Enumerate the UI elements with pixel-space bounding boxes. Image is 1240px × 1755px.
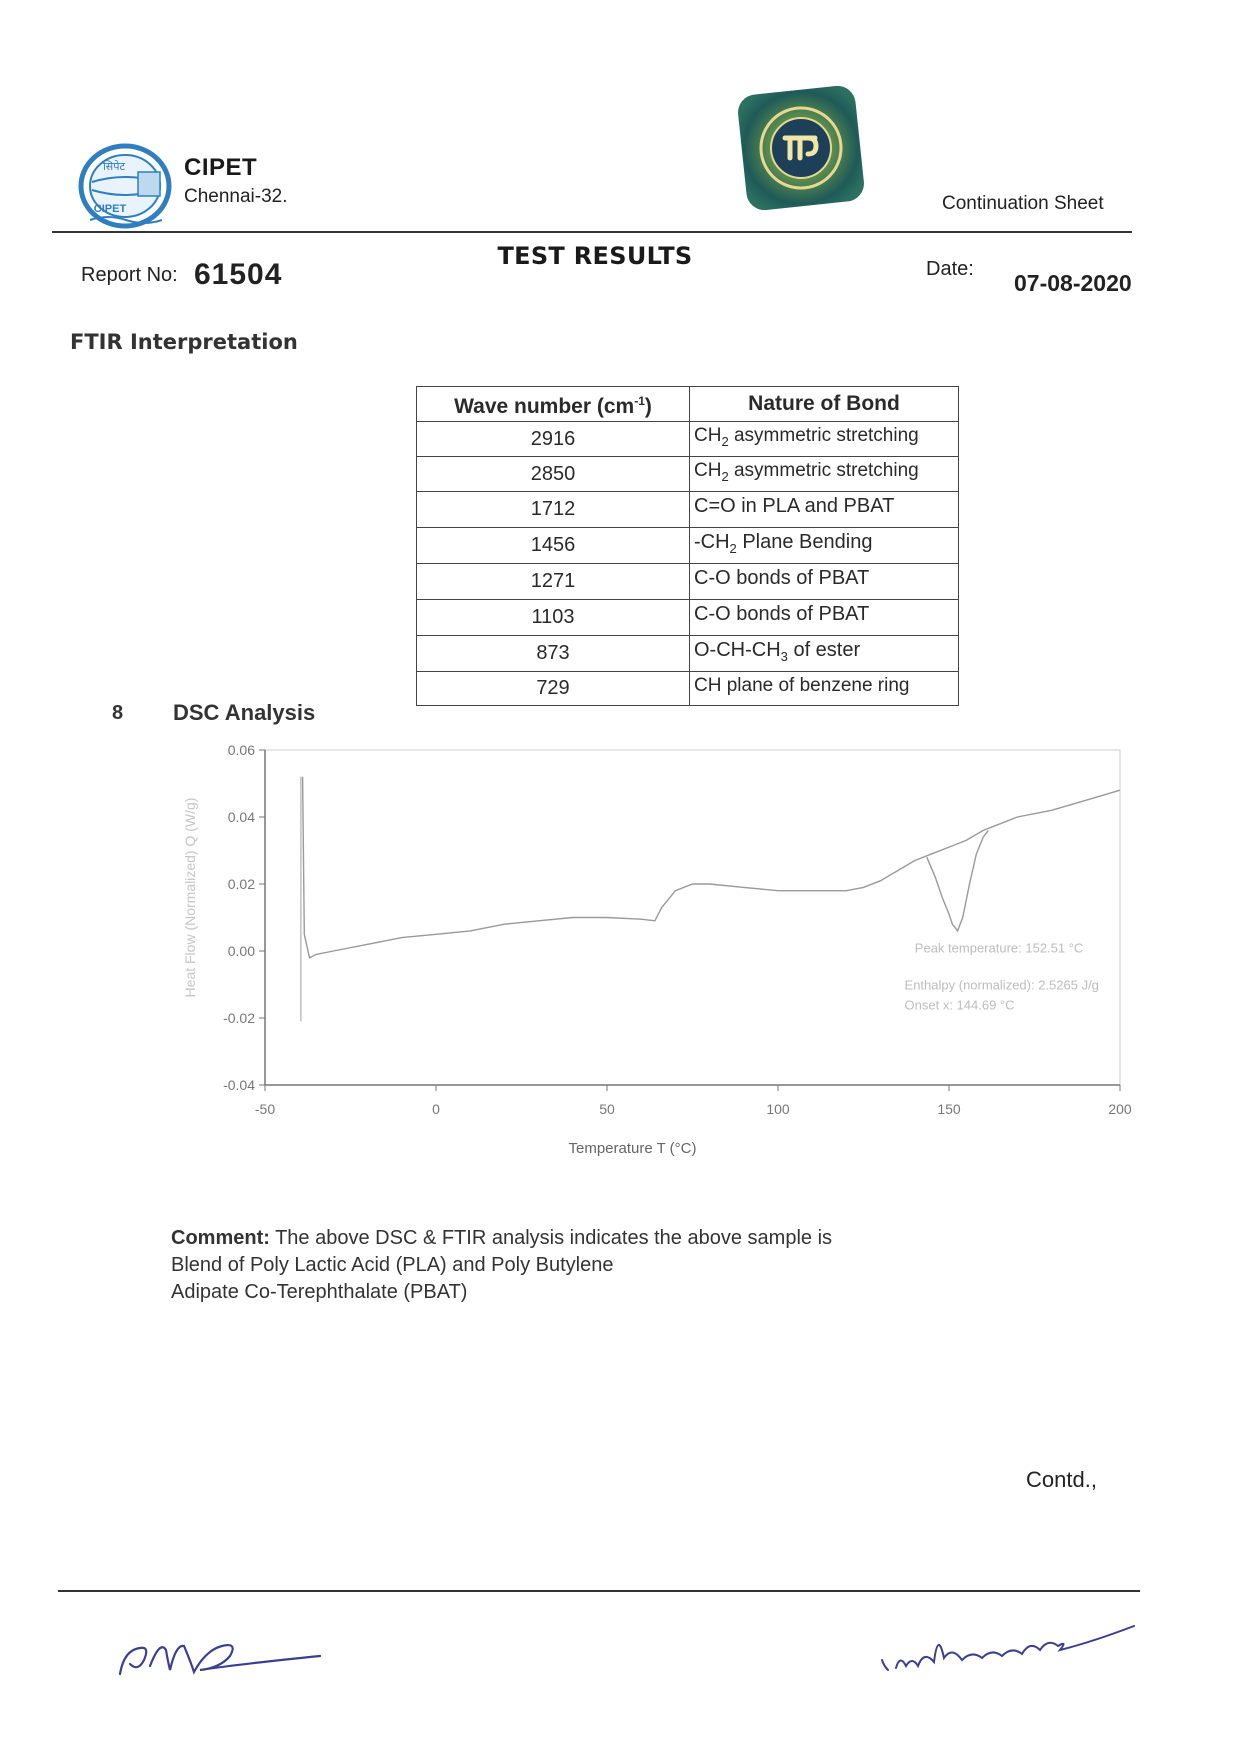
bond-cell: $-CH_2$ Plane Bending [690,527,959,563]
series-line [927,830,989,931]
report-date: 07-08-2020 [1014,270,1132,296]
bond-cell: C-O bonds of PBAT [690,599,959,635]
x-tick-label: 50 [599,1101,615,1117]
report-number: 61504 [194,258,283,291]
report-no-label: Report No: [81,264,178,286]
y-tick-label: 0.02 [227,876,255,892]
col-wave-number: Wave number $(cm^{-1})$ [417,387,690,422]
bond-cell: C-O bonds of PBAT [690,563,959,599]
wave-number-cell: 2850 [417,456,690,491]
plot-frame [265,750,1120,1085]
date-label: Date: [926,258,974,280]
wave-number-cell: 2916 [417,422,690,457]
bond-cell: $CH_2$ asymmetric stretching [690,456,959,491]
y-axis-label: Heat Flow (Normalized) Q (W/g) [182,797,198,998]
wave-number-cell: 1456 [417,527,690,563]
footer-rule [58,1590,1140,1592]
ftir-row [417,491,959,527]
ftir-row [417,563,959,599]
signature-left [110,1620,330,1680]
comment-block [171,1225,971,1306]
y-tick-label: 0.06 [227,742,255,758]
logo-text: CIPET [93,203,127,215]
x-tick-label: 150 [937,1101,961,1117]
continuation-sheet-label: Continuation Sheet [942,193,1104,214]
y-tick-label: 0.00 [227,943,255,959]
continued-label: Contd., [1026,1467,1097,1492]
annotation-enthalpy: Enthalpy (normalized): 2.5265 J/g [904,977,1099,993]
dsc-chart [150,740,1140,1160]
org-name: CIPET [184,154,258,181]
y-tick-label: -0.02 [223,1010,255,1026]
y-tick-label: 0.04 [227,809,255,825]
cipet-logo [78,142,176,230]
bond-cell: C=O in PLA and PBAT [690,491,959,527]
org-city: Chennai-32. [184,186,288,207]
x-tick-label: 100 [766,1101,790,1117]
ftir-row [417,671,959,706]
bond-cell: CH plane of benzene ring [690,671,959,706]
x-tick-label: -50 [254,1101,276,1117]
comment-line-2: Blend of Poly Lactic Acid (PLA) and Poly Butylene [171,1254,614,1276]
header-rule [52,231,1132,233]
ftir-table-header [417,387,959,422]
page-title: TEST RESULTS [497,242,693,270]
dsc-section-title: DSC Analysis [173,700,316,725]
ftir-row [417,599,959,635]
ftir-section-title: FTIR Interpretation [70,330,298,354]
bond-cell: $CH_2$ asymmetric stretching [690,422,959,457]
series-line [303,777,1120,958]
hologram-seal [738,86,864,210]
x-tick-label: 0 [432,1101,440,1117]
annotation-peak: Peak temperature: 152.51 °C [914,940,1084,956]
ftir-row [417,635,959,671]
annotation-onset: Onset x: 144.69 °C [904,997,1015,1013]
bond-cell: $O-CH-CH_3$ of ester [690,635,959,671]
wave-number-cell: 1712 [417,491,690,527]
comment-line-3: Adipate Co-Terephthalate (PBAT) [171,1281,468,1303]
wave-number-cell: 1271 [417,563,690,599]
wave-number-cell: 1103 [417,599,690,635]
dsc-section-number: 8 [112,702,124,724]
x-axis-label: Temperature T (°C) [568,1140,697,1157]
signature-right [872,1610,1142,1680]
ftir-table [416,386,959,706]
y-tick-label: -0.04 [223,1077,255,1093]
ftir-row [417,456,959,491]
comment-line-1: The above DSC & FTIR analysis indicates the above sample is [269,1227,833,1249]
wave-number-cell: 873 [417,635,690,671]
ftir-row [417,527,959,563]
logo-hindi-text: सिपेट [102,160,126,173]
col-nature-of-bond: Nature of Bond [690,387,959,422]
comment-label: Comment: [171,1227,270,1249]
x-tick-label: 200 [1108,1101,1132,1117]
ftir-row [417,422,959,457]
wave-number-cell: 729 [417,671,690,706]
